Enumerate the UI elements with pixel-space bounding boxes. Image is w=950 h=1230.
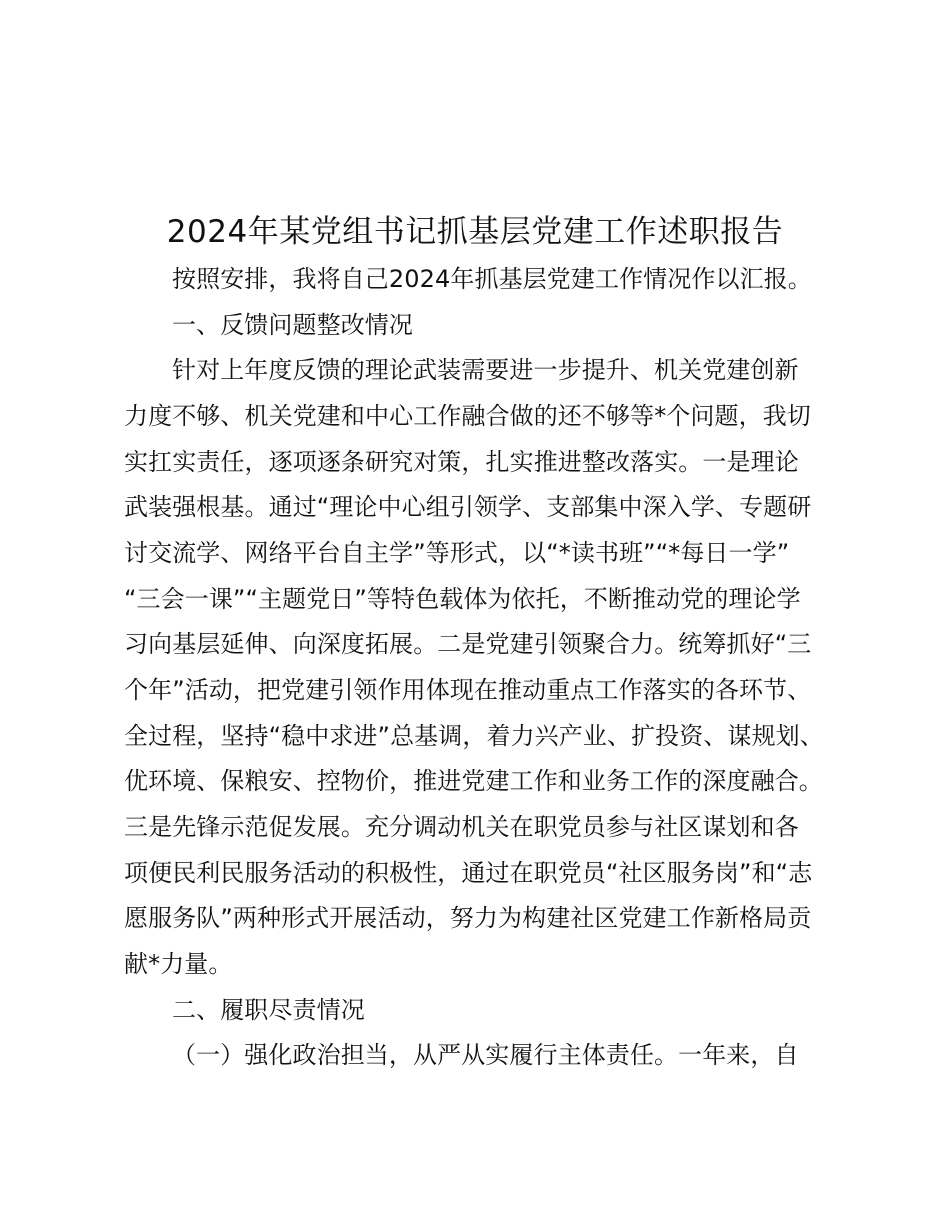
paragraph-line: 三是先锋示范促发展。充分调动机关在职党员参与社区谋划和各 (124, 813, 799, 841)
paragraph-line: 习向基层延伸、向深度拓展。二是党建引领聚合力。统筹抓好“三 (124, 630, 812, 658)
paragraph-line: 讨交流学、网络平台自主学”等形式，以“*读书班”“*每日一学” (124, 539, 790, 567)
paragraph-intro: 按照安排，我将自己2024年抓基层党建工作情况作以汇报。 (172, 265, 812, 293)
heading-section-2: 二、履职尽责情况 (172, 996, 365, 1024)
paragraph-line: 力度不够、机关党建和中心工作融合做的还不够等*个问题，我切 (124, 402, 811, 430)
paragraph-line: 针对上年度反馈的理论武装需要进一步提升、机关党建创新 (172, 356, 799, 384)
paragraph-line: 优环境、保粮安、控物价，推进党建工作和业务工作的深度融合。 (124, 767, 823, 795)
paragraph-line: 项便民利民服务活动的积极性，通过在职党员“社区服务岗”和“志 (124, 859, 813, 887)
paragraph-line: 个年”活动，把党建引领作用体现在推动重点工作落实的各环节、 (124, 676, 812, 704)
heading-section-1: 一、反馈问题整改情况 (172, 311, 413, 339)
paragraph-line: 愿服务队”两种形式开展活动，努力为构建社区党建工作新格局贡 (124, 904, 812, 932)
heading-subsection-1: （一）强化政治担当，从严从实履行主体责任。一年来，自 (172, 1041, 799, 1069)
paragraph-line: 全过程，坚持“稳中求进”总基调，着力兴产业、扩投资、谋规划、 (124, 722, 824, 750)
paragraph-line: 献*力量。 (124, 950, 233, 978)
paragraph-line: 实扛实责任，逐项逐条研究对策，扎实推进整改落实。一是理论 (124, 448, 799, 476)
document-title: 2024年某党组书记抓基层党建工作述职报告 (166, 214, 784, 250)
paragraph-line: 武装强根基。通过“理论中心组引领学、支部集中深入学、专题研 (124, 493, 812, 521)
paragraph-line: “三会一课”“主题党日”等特色载体为依托，不断推动党的理论学 (124, 585, 801, 613)
